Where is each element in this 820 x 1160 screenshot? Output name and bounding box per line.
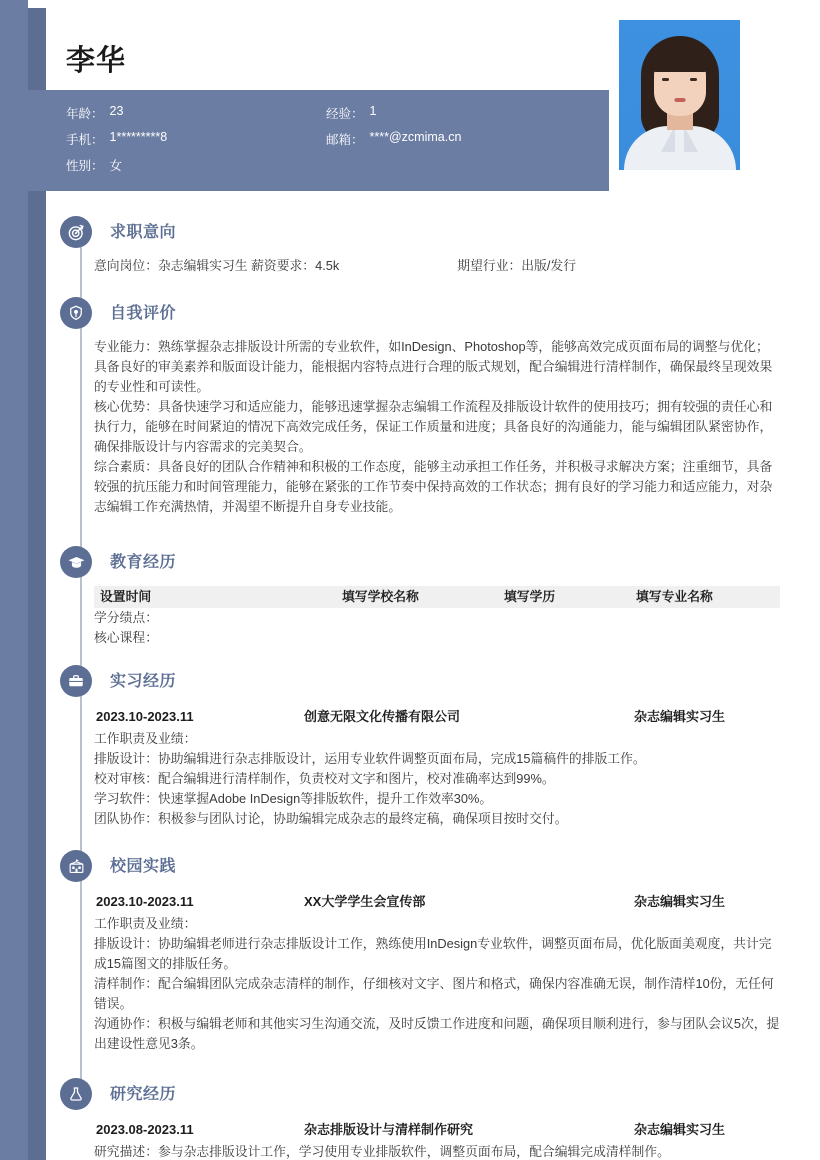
info-label-email: 邮箱： (326, 133, 364, 147)
photo-frame (619, 20, 740, 170)
graduation-cap-icon (60, 546, 92, 578)
info-value-age: 23 (109, 104, 124, 118)
internship-paragraph: 学习软件：快速掌握Adobe InDesign等排版软件，提升工作效率30%。 (94, 791, 493, 806)
education-col-degree: 填写学历 (504, 589, 556, 604)
section-title: 研究经历 (110, 1086, 177, 1103)
education-col-school: 填写学校名称 (342, 589, 419, 604)
info-row (66, 100, 586, 126)
section-research (60, 1078, 780, 1160)
section-education (60, 546, 780, 648)
info-cell-age (66, 104, 326, 122)
internship-entry-header (94, 705, 780, 729)
self-eval-paragraph: 综合素质：具备良好的团队合作精神和积极的工作态度，能够主动承担工作任务，并积极寻求解决方案；注重细节，具备较强的抗压能力和时间管理能力，能够在紧张的工作节奏中保持高效的工作状态；拥有良好的学习能力和适应能力，对杂志编辑工作充满热情，并渴望不断提升自身专业技能。 (94, 459, 773, 514)
info-label-age: 年龄： (66, 107, 104, 121)
section-title: 实习经历 (110, 673, 177, 690)
campus-organization: XX大学学生会宣传部 (304, 894, 426, 909)
research-entry-header (94, 1118, 780, 1142)
section-body (94, 256, 780, 276)
internship-paragraph: 团队协作：积极参与团队讨论，协助编辑完成杂志的最终定稿，确保项目按时交付。 (94, 811, 568, 826)
section-title: 教育经历 (110, 554, 177, 571)
job-intention-industry: 期望行业：出版/发行 (457, 258, 577, 273)
internship-organization: 创意无限文化传播有限公司 (304, 709, 461, 724)
briefcase-icon (60, 665, 92, 697)
section-body (94, 705, 780, 829)
campus-role: 杂志编辑实习生 (634, 894, 726, 909)
section-campus-practice (60, 850, 780, 1054)
self-eval-paragraph: 专业能力：熟练掌握杂志排版设计所需的专业软件，如InDesign、Photoshop等，能够高效完成页面布局的调整与优化；具备良好的审美素养和版面设计能力，能根据内容特点进行合理的版式规划，配合编辑进行清样制作，确保最终呈现效果的专业性和可读性。 (94, 339, 773, 394)
left-band-notch (28, 0, 46, 8)
portrait-eye-left (662, 78, 669, 81)
section-body (94, 1118, 780, 1160)
campus-paragraph: 工作职责及业绩： (94, 916, 197, 931)
education-col-time: 设置时间 (100, 589, 152, 604)
portrait-fringe (650, 44, 710, 72)
section-header (60, 1078, 780, 1118)
research-paragraph: 研究描述：参与杂志排版设计工作，学习使用专业排版软件，调整页面布局，配合编辑完成清样制作。 (94, 1144, 670, 1159)
self-eval-paragraph: 核心优势：具备快速学习和适应能力，能够迅速掌握杂志编辑工作流程及排版设计软件的使用技巧；拥有较强的责任心和执行力，能够在时间紧迫的情况下高效完成任务，保证工作质量和进度；具备良好的沟通能力，能与编辑团队紧密协作，确保排版设计与内容需求的完美契合。 (94, 399, 773, 454)
section-body (94, 890, 780, 1054)
internship-date: 2023.10-2023.11 (96, 709, 194, 724)
section-title: 求职意向 (110, 224, 177, 241)
section-job-intention (60, 216, 780, 276)
flask-icon (60, 1078, 92, 1110)
section-header (60, 665, 780, 705)
research-topic: 杂志排版设计与清样制作研究 (304, 1122, 474, 1137)
internship-paragraph: 工作职责及业绩： (94, 731, 197, 746)
education-gpa-row: 学分绩点： (94, 610, 158, 625)
info-value-email: ****@zcmima.cn (369, 130, 462, 144)
info-row (66, 126, 586, 152)
campus-building-icon (60, 850, 92, 882)
section-header (60, 297, 780, 337)
education-courses-row: 核心课程： (94, 630, 158, 645)
candidate-name: 李华 (66, 45, 127, 77)
badge-icon (60, 297, 92, 329)
portrait-photo (619, 20, 740, 170)
section-title: 自我评价 (110, 305, 177, 322)
section-title: 校园实践 (110, 858, 177, 875)
section-internship (60, 665, 780, 829)
left-outer-band (0, 0, 28, 1160)
section-self-evaluation (60, 297, 780, 517)
internship-paragraph: 校对审核：配合编辑进行清样制作，负责校对文字和图片，校对准确率达到99%。 (94, 771, 555, 786)
education-table-header (94, 586, 780, 608)
info-value-gender: 女 (109, 159, 123, 173)
campus-entry-header (94, 890, 780, 914)
info-cell-phone (66, 130, 326, 148)
campus-date: 2023.10-2023.11 (96, 894, 194, 909)
info-cell-gender (66, 156, 326, 174)
education-col-major: 填写专业名称 (636, 589, 713, 604)
internship-paragraph: 排版设计：协助编辑进行杂志排版设计，运用专业软件调整页面布局，完成15篇稿件的排版工作。 (94, 751, 646, 766)
info-label-phone: 手机： (66, 133, 104, 147)
campus-paragraph: 沟通协作：积极与编辑老师和其他实习生沟通交流，及时反馈工作进度和问题，确保项目顺利进行，参与团队会议5次，提出建设性意见3条。 (94, 1016, 780, 1051)
info-row (66, 152, 586, 178)
internship-role: 杂志编辑实习生 (634, 709, 726, 724)
info-value-experience: 1 (369, 104, 377, 118)
section-body (94, 586, 780, 648)
section-header (60, 546, 780, 586)
research-date: 2023.08-2023.11 (96, 1122, 194, 1137)
portrait-mouth (674, 98, 685, 102)
section-header (60, 216, 780, 256)
personal-info-grid (66, 100, 586, 178)
campus-paragraph: 清样制作：配合编辑团队完成杂志清样的制作，仔细核对文字、图片和格式，确保内容准确无误，制作清样10份，无任何错误。 (94, 976, 774, 1011)
portrait-eye-right (690, 78, 697, 81)
info-label-gender: 性别： (66, 159, 104, 173)
campus-paragraph: 排版设计：协助编辑老师进行杂志排版设计工作，熟练使用InDesign专业软件，调整页面布局，优化版面美观度，共计完成15篇图文的排版任务。 (94, 936, 772, 971)
section-header (60, 850, 780, 890)
target-icon (60, 216, 92, 248)
portrait-shirt (624, 126, 736, 170)
section-body (94, 337, 780, 517)
job-intention-line (94, 256, 780, 276)
info-value-phone: 1*********8 (109, 130, 168, 144)
info-cell-experience (326, 104, 586, 122)
info-label-experience: 经验： (326, 107, 364, 121)
info-cell-email (326, 130, 586, 148)
research-role: 杂志编辑实习生 (634, 1122, 726, 1137)
job-intention-position-salary: 意向岗位：杂志编辑实习生 薪资要求：4.5k (94, 258, 340, 273)
